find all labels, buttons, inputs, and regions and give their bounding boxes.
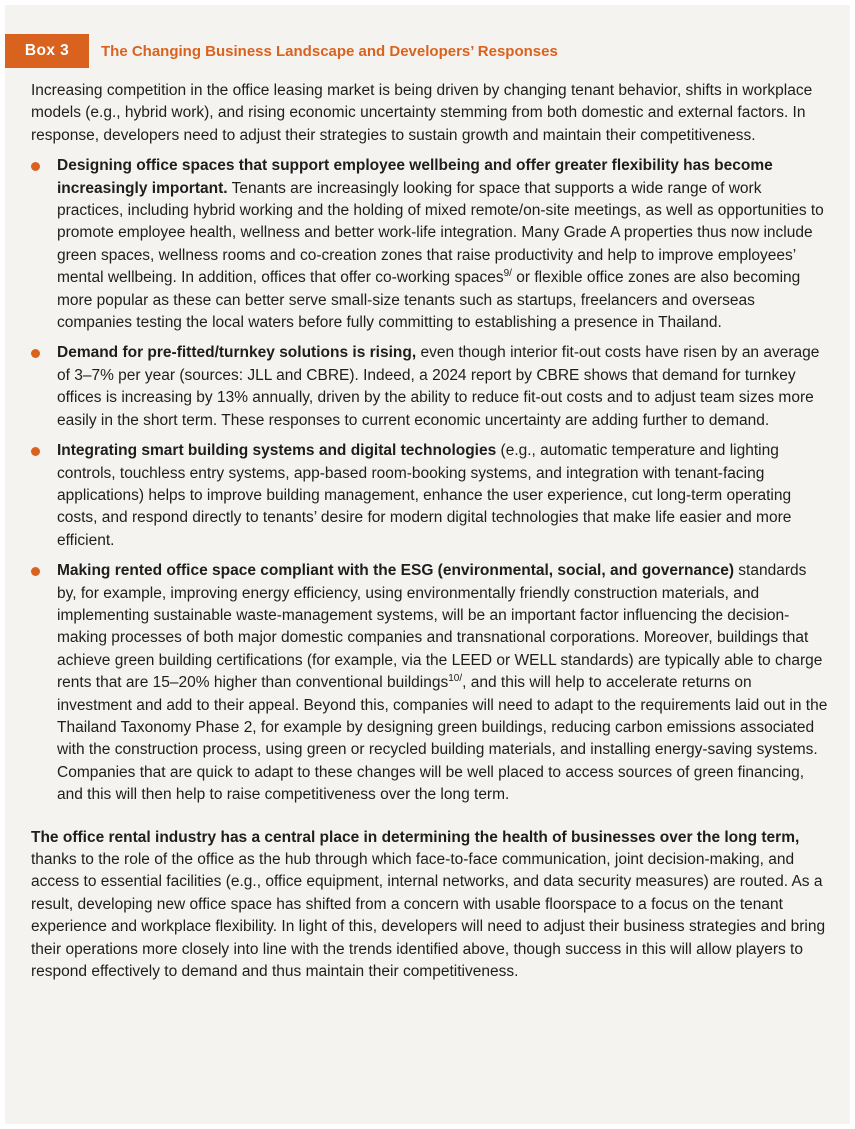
bullet-text: even though interior fit-out costs have risen by an average of 3–7% per year (sources: JLL and CBRE). Indeed, a 2024 report by CBRE shows that demand for turnkey offices is increasing by 13% annually, driven by the ability to reduce fit-out costs and to adjust team sizes more easily in the short term. These responses to current economic uncertainty are adding further to demand. xyxy=(57,344,820,429)
closing-paragraph xyxy=(31,827,829,984)
bullet-lead: Integrating smart building systems and digital technologies xyxy=(57,442,497,460)
bullet-text: standards by, for example, improving energy efficiency, using environmentally friendly construction materials, and implementing sustainable waste-management systems, will be an important factor influencing the decision-making processes of both major domestic companies and transnational corporations. Moreover, buildings that achieve green building certifications (for example, via the LEED or WELL standards) are typically able to charge rents that are 15–20% higher than conventional buildings xyxy=(57,562,823,692)
bullet-lead: Demand for pre-fitted/turnkey solutions is rising, xyxy=(57,344,417,362)
box-header xyxy=(5,34,850,68)
bullet-dot-icon xyxy=(31,447,40,456)
bullet-lead: Making rented office space compliant with the ESG (environmental, social, and governance) xyxy=(57,562,734,580)
intro-paragraph: Increasing competition in the office leasing market is being driven by changing tenant behavior, shifts in workplace models (e.g., hybrid work), and rising economic uncertainty stemming from both domestic and external factors. In response, developers need to adjust their strategies to sustain growth and maintain their competitiveness. xyxy=(31,82,813,144)
bullet-dot-icon xyxy=(31,162,40,171)
bullet-dot-icon xyxy=(31,567,40,576)
bullet-text: , and this will help to accelerate returns on investment and add to their appeal. Beyond this, companies will need to adapt to the requirements laid out in the Thailand Taxonomy Phase 2, for example by designing green buildings, reducing carbon emissions associated with the construction process, using green or recycled building materials, and installing energy-saving systems. Companies that are quick to adapt to these changes will be well placed to access sources of green financing, and this will then help to raise competitiveness over the long term. xyxy=(57,674,828,804)
bullet-item xyxy=(31,440,829,552)
box-title: The Changing Business Landscape and Developers’ Responses xyxy=(101,42,558,60)
bullet-item xyxy=(31,342,829,432)
closing-lead: The office rental industry has a central place in determining the health of businesses over the long term, xyxy=(31,828,800,846)
bullet-list xyxy=(31,155,829,806)
footnote-ref: 9/ xyxy=(503,268,512,280)
closing-text: thanks to the role of the office as the hub through which face-to-face communication, joint decision-making, and access to essential facilities (e.g., office equipment, internal networks, and data security measures) are routed. As a result, developing new office space has shifted from a concern with usable floorspace to a focus on the tenant experience and workplace flexibility. In light of this, developers will need to adjust their business strategies and bring their operations more closely into line with the trends identified above, though success in this will allow players to respond effectively to demand and thus maintain their competitiveness. xyxy=(31,851,826,981)
bullet-lead: Designing office spaces that support employee wellbeing and offer greater flexibility has become increasingly important. xyxy=(57,157,773,197)
bullet-item xyxy=(31,155,829,334)
footnote-ref: 10/ xyxy=(448,673,463,684)
box-label: Box 3 xyxy=(5,34,89,68)
box-panel xyxy=(5,5,850,1124)
box-content xyxy=(31,80,829,983)
bullet-item xyxy=(31,560,829,806)
bullet-text: (e.g., automatic temperature and lighting controls, touchless entry systems, app-based room-booking systems, and integration with tenant-facing applications) helps to improve building management, enhance the user experience, cut long-term operating costs, and respond directly to tenants’ desire for modern digital technologies that make life easier and more efficient. xyxy=(57,442,792,549)
bullet-text: Tenants are increasingly looking for space that supports a wide range of work practices, including hybrid working and the holding of mixed remote/on-site meetings, as well as opportunities to promote employee health, wellness and better work-life integration. Many Grade A properties thus now include green spaces, wellness rooms and co-creation zones that raise productivity and help to improve employees’ mental wellbeing. In addition, offices that offer co-working spaces xyxy=(57,179,824,287)
bullet-dot-icon xyxy=(31,349,40,358)
bullet-text: or flexible office zones are also becoming more popular as these can better serve small-size tenants such as startups, freelancers and overseas companies testing the local waters before fully committing to establishing a presence in Thailand. xyxy=(57,269,801,332)
